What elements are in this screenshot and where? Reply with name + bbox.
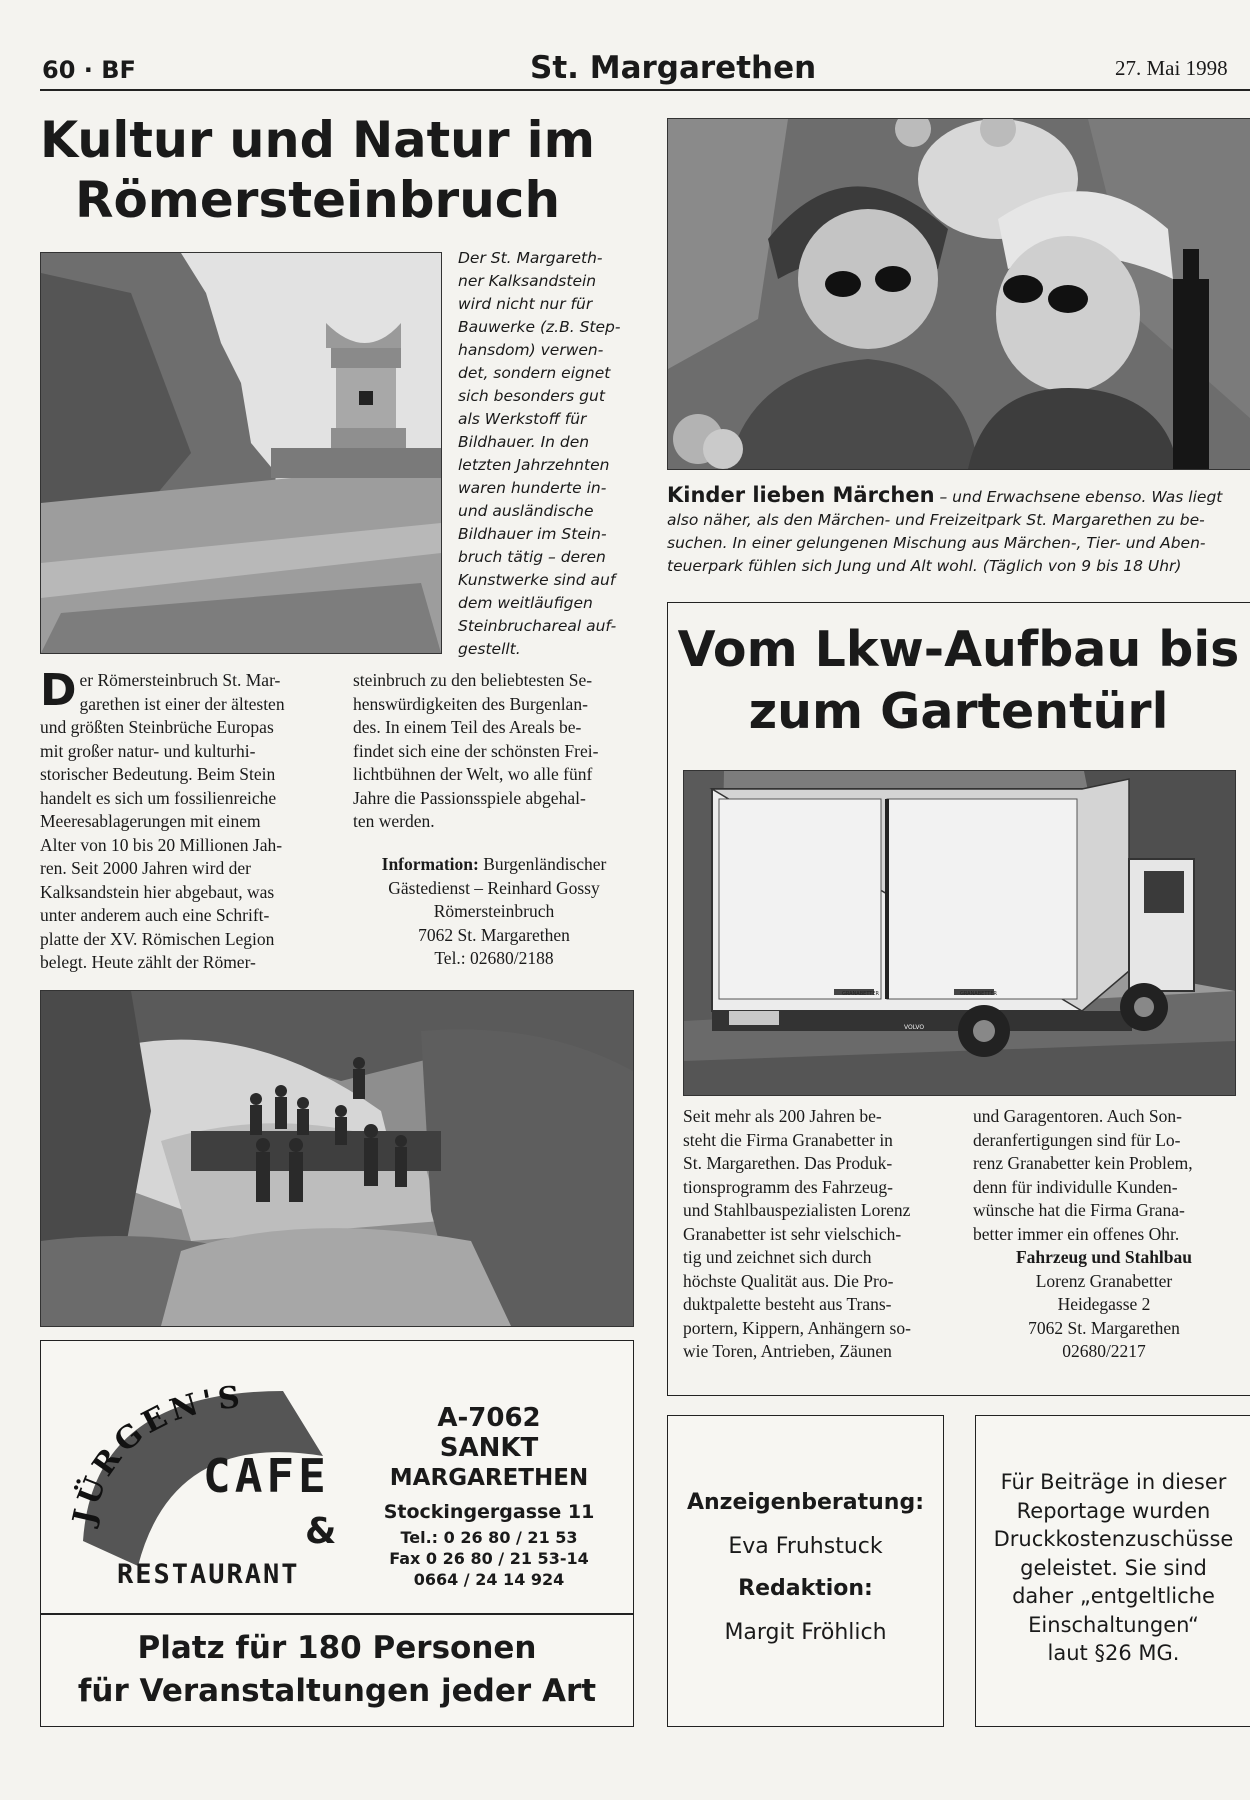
body-line: er Römersteinbruch St. Mar- bbox=[79, 670, 281, 690]
body-line: renz Granabetter kein Problem, bbox=[973, 1153, 1193, 1173]
header-rule bbox=[40, 89, 1250, 91]
caption-line: als Werkstoff für bbox=[458, 410, 587, 428]
issue-date: 27. Mai 1998 bbox=[1115, 56, 1228, 80]
info-line bbox=[353, 853, 635, 877]
info-first: Burgenländischer bbox=[483, 854, 607, 874]
body-line: handelt es sich um fossilienreiche bbox=[40, 787, 277, 808]
notice-text bbox=[976, 1468, 1250, 1668]
page-number-text: 60 bbox=[42, 56, 76, 84]
body-line: deranfertigungen sind für Lo- bbox=[973, 1129, 1181, 1150]
caption-line: Bildhauer. In den bbox=[458, 433, 590, 451]
body-line: höchste Qualität aus. Die Pro- bbox=[683, 1270, 894, 1291]
body-line: ten werden. bbox=[353, 811, 435, 831]
cafe-address-block bbox=[359, 1403, 619, 1590]
article2-column-2 bbox=[973, 1105, 1235, 1364]
body-line: tig und zeichnet sich durch bbox=[683, 1247, 872, 1267]
notice-line: Druckkostenzuschüsse bbox=[993, 1527, 1234, 1551]
quarry-sculpture-photo bbox=[40, 252, 442, 654]
dropcap: D bbox=[40, 665, 77, 716]
caption-line: hansdom) verwen- bbox=[458, 341, 604, 359]
body-line: und Garagentoren. Auch Son- bbox=[973, 1106, 1182, 1126]
cafe-logo bbox=[53, 1351, 353, 1611]
body-line: wünsche hat die Firma Grana- bbox=[973, 1200, 1185, 1220]
body-line: Meeresablagerungen mit einem bbox=[40, 811, 261, 831]
caption-first: – und Erwachsene ebenso. Was liegt bbox=[934, 488, 1223, 506]
body-line: ren. Seit 2000 Jahren wird der bbox=[40, 858, 251, 878]
editor-name: Margit Fröhlich bbox=[724, 1620, 887, 1645]
caption-line: dem weitläufigen bbox=[458, 594, 593, 612]
info-label: Information: bbox=[381, 854, 479, 874]
caption-line: Steinbruchareal auf- bbox=[458, 617, 617, 635]
info-line: Tel.: 02680/2188 bbox=[434, 948, 554, 968]
quarry-photo-caption bbox=[458, 247, 648, 661]
section-title: St. Margarethen bbox=[530, 50, 817, 86]
truck-brand-label: VOLVO bbox=[904, 1024, 925, 1031]
body-line: steinbruch zu den beliebtesten Se- bbox=[353, 670, 593, 690]
cafe-town-1: SANKT bbox=[439, 1433, 539, 1463]
ads-label: Anzeigenberatung: bbox=[686, 1490, 925, 1515]
contact-title: Fahrzeug und Stahlbau bbox=[1015, 1247, 1193, 1267]
caption-line: gestellt. bbox=[458, 640, 521, 658]
cafe-postal: A-7062 bbox=[437, 1403, 541, 1433]
separator-dot: · bbox=[83, 56, 93, 84]
cafe-street: Stockingergasse 11 bbox=[383, 1501, 595, 1523]
caption-line bbox=[667, 484, 1250, 509]
caption-line: bruch tätig – deren bbox=[458, 548, 606, 566]
truck-plate-left: GRANABETTER bbox=[842, 991, 879, 997]
body-line: garethen ist einer der ältesten bbox=[79, 693, 285, 714]
article1-column-2 bbox=[353, 669, 635, 834]
cafe-slogan-line-2: für Veranstaltungen jeder Art bbox=[77, 1673, 597, 1709]
cafe-fax: Fax 0 26 80 / 21 53-14 bbox=[389, 1549, 589, 1568]
body-line: lichtbühnen der Welt, wo alle fünf bbox=[353, 764, 593, 784]
body-line: storischer Bedeutung. Beim Stein bbox=[40, 764, 276, 784]
cafe-mobile: 0664 / 24 14 924 bbox=[413, 1570, 565, 1589]
notice-line: geleistet. Sie sind bbox=[1020, 1555, 1207, 1580]
article2-column-1 bbox=[683, 1105, 945, 1364]
ads-name: Eva Fruhstuck bbox=[728, 1534, 883, 1559]
caption-line: Kunstwerke sind auf bbox=[458, 571, 616, 589]
caption-bold: Kinder lieben Märchen bbox=[667, 483, 935, 507]
caption-line: wird nicht nur für bbox=[458, 295, 593, 313]
body-line: Granabetter ist sehr vielschich- bbox=[683, 1223, 902, 1244]
contact-line: Heidegasse 2 bbox=[1057, 1294, 1151, 1314]
body-line: Kalksandstein hier abgebaut, was bbox=[40, 881, 275, 902]
notice-line: Einschaltungen“ bbox=[1028, 1612, 1199, 1637]
caption-line: sich besonders gut bbox=[458, 387, 605, 405]
editor-label: Redaktion: bbox=[738, 1576, 873, 1601]
cafe-word: CAFE bbox=[203, 1449, 330, 1503]
article1-info-block bbox=[353, 853, 635, 971]
sponsorship-notice bbox=[975, 1415, 1250, 1727]
body-line: henswürdigkeiten des Burgenlan- bbox=[353, 693, 588, 714]
caption-line: ner Kalksandstein bbox=[458, 272, 597, 290]
body-line: und Stahlbauspezialisten Lorenz bbox=[683, 1200, 911, 1220]
caption-line: und ausländische bbox=[458, 502, 594, 520]
caption-line: det, sondern eignet bbox=[458, 364, 611, 382]
info-line: Gästedienst – Reinhard Gossy bbox=[388, 877, 600, 898]
cafe-tel: Tel.: 0 26 80 / 21 53 bbox=[400, 1528, 578, 1547]
body-line: tionsprogramm des Fahrzeug- bbox=[683, 1176, 893, 1197]
fairytale-caption bbox=[667, 484, 1250, 578]
caption-line: Bauwerke (z.B. Step- bbox=[458, 318, 621, 336]
headline-line-2: Römersteinbruch bbox=[74, 171, 561, 229]
info-line: Römersteinbruch bbox=[433, 901, 555, 921]
contact-line: 02680/2217 bbox=[1062, 1341, 1146, 1361]
notice-line: laut §26 MG. bbox=[1047, 1641, 1180, 1665]
publication-name: BF bbox=[101, 56, 136, 84]
body-line: Alter von 10 bis 20 Millionen Jah- bbox=[40, 834, 283, 855]
restaurant-word: RESTAURANT bbox=[117, 1559, 300, 1590]
caption-line: teuerpark fühlen sich Jung und Alt wohl. (Täglich von 9 bis 18 Uhr) bbox=[667, 557, 1182, 575]
page-header bbox=[0, 0, 1250, 90]
body-line: Jahre die Passionsspiele abgehal- bbox=[353, 787, 586, 808]
truck-plate-right: GRANABETTER bbox=[960, 991, 997, 997]
cafe-town-2: MARGARETHEN bbox=[389, 1465, 589, 1491]
contact-line: 7062 St. Margarethen bbox=[1028, 1317, 1180, 1338]
body-line: findet sich eine der schönsten Frei- bbox=[353, 740, 599, 761]
caption-line: letzten Jahrzehnten bbox=[458, 456, 610, 474]
notice-line: Für Beiträge in dieser bbox=[1000, 1470, 1227, 1494]
body-line: mit großer natur- und kulturhi- bbox=[40, 740, 256, 761]
cafe-divider bbox=[41, 1613, 633, 1615]
hikers-quarry-photo bbox=[40, 990, 634, 1327]
body-line: Seit mehr als 200 Jahren be- bbox=[683, 1106, 882, 1126]
headline-line-1: Vom Lkw-Aufbau bis bbox=[677, 621, 1240, 678]
body-line: portern, Kippern, Anhängern so- bbox=[683, 1317, 911, 1338]
caption-line: also näher, als den Märchen- und Freizeitpark St. Margarethen zu be- bbox=[667, 511, 1205, 529]
contact-line: Lorenz Granabetter bbox=[1035, 1270, 1173, 1291]
headline-line-2: zum Gartentürl bbox=[748, 683, 1169, 740]
notice-line: daher „entgeltliche bbox=[1012, 1584, 1215, 1608]
cafe-ampersand: & bbox=[305, 1511, 337, 1552]
children-fairytale-photo bbox=[667, 118, 1250, 470]
body-line: St. Margarethen. Das Produk- bbox=[683, 1153, 893, 1173]
page-number bbox=[42, 56, 136, 84]
body-line: steht die Firma Granabetter in bbox=[683, 1129, 893, 1150]
body-line: denn für individulle Kunden- bbox=[973, 1176, 1178, 1197]
body-line: des. In einem Teil des Areals be- bbox=[353, 717, 582, 737]
body-line: unter anderem auch eine Schrift- bbox=[40, 905, 270, 925]
caption-line: Bildhauer im Stein- bbox=[458, 525, 607, 543]
body-line: duktpalette besteht aus Trans- bbox=[683, 1294, 892, 1314]
cafe-slogan bbox=[41, 1627, 633, 1713]
credits-box bbox=[667, 1415, 944, 1727]
cafe-arc-name: JÜRGEN'S bbox=[66, 1379, 247, 1528]
article1-column-1 bbox=[40, 665, 323, 975]
volvo-truck-photo bbox=[683, 770, 1236, 1096]
cafe-advertisement bbox=[40, 1340, 634, 1727]
body-line: wie Toren, Antrieben, Zäunen bbox=[683, 1341, 892, 1361]
contact-block bbox=[973, 1246, 1235, 1364]
notice-line: Reportage wurden bbox=[1016, 1498, 1211, 1523]
headline-line-1: Kultur und Natur im bbox=[40, 111, 595, 169]
caption-line: suchen. In einer gelungenen Mischung aus Märchen-, Tier- und Aben- bbox=[667, 534, 1206, 552]
info-line: 7062 St. Margarethen bbox=[418, 924, 570, 945]
body-line: better immer ein offenes Ohr. bbox=[973, 1223, 1180, 1244]
caption-line: waren hunderte in- bbox=[458, 479, 607, 497]
body-line: belegt. Heute zählt der Römer- bbox=[40, 952, 256, 972]
body-line: und größten Steinbrüche Europas bbox=[40, 717, 274, 737]
body-line: platte der XV. Römischen Legion bbox=[40, 928, 275, 949]
cafe-slogan-line-1: Platz für 180 Personen bbox=[137, 1630, 537, 1666]
caption-line: Der St. Margareth- bbox=[458, 249, 603, 267]
